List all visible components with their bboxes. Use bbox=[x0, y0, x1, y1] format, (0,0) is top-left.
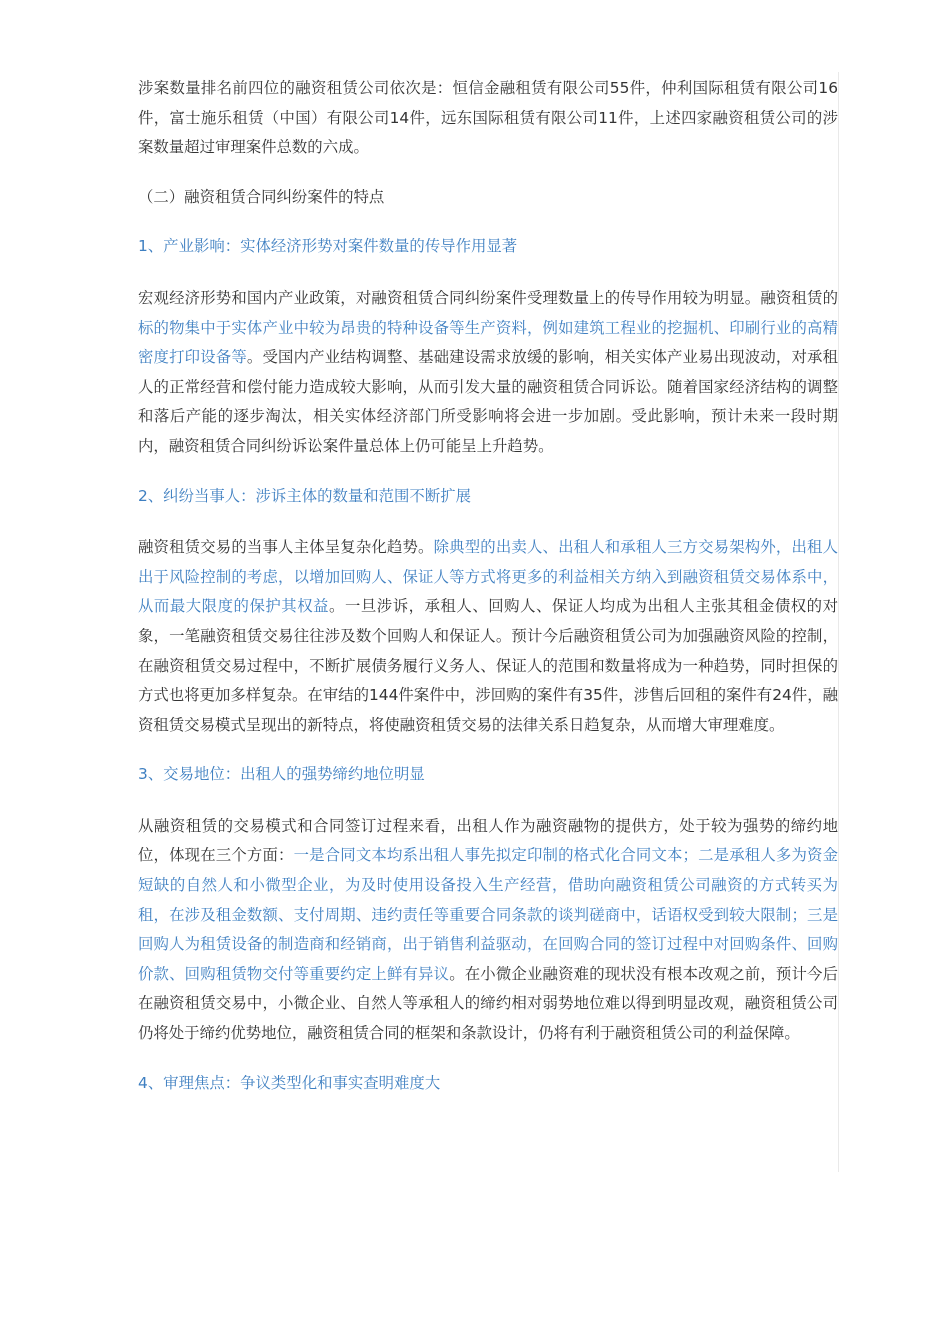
paragraph-top-companies: 涉案数量排名前四位的融资租赁公司依次是：恒信金融租赁有限公司55件，仲利国际租赁有限公司16件，富士施乐租赁（中国）有限公司14件，远东国际租赁有限公司11件，上述四家融资租赁公司的涉案数量超过审理案件总数的六成。 bbox=[138, 79, 838, 157]
text-segment: 宏观经济形势和国内产业政策，对融资租赁合同纠纷案件受理数量上的传导作用较为明显。融资租赁的 bbox=[138, 288, 838, 307]
highlighted-text: 一是合同文本均系出租人事先拟定印制的格式化合同文本；二是承租人多为资金短缺的自然人和小微型企业，为及时使用设备投入生产经营，借助向融资租赁公司融资的方式转买为租，在涉及租金数额、支付周期、违约责任等重要合同条款的谈判磋商中，话语权受到较大限制；三是回购人为租赁设备的制造商和经销商，出于销售利益驱动，在回购合同的签订过程中对回购条件、回购价款、回购租赁物交付等重要约定上鲜有异议 bbox=[138, 846, 838, 983]
highlighted-text: 除典型的出卖人、出租人和承租人三方交易架构外，出租人出于风险控制的考虑，以增加回购人、保证人等方式将更多的利益相关方纳入到融资租赁交易体系中，从而最大限度的保护其权益 bbox=[138, 538, 838, 616]
text-segment: 融资租赁交易的当事人主体呈复杂化趋势。 bbox=[138, 538, 434, 557]
right-border-line bbox=[838, 72, 839, 1172]
highlighted-text: 标的物集中于实体产业中较为昂贵的特种设备等生产资料，例如建筑工程业的挖掘机、印刷行业的高精密度打印设备等 bbox=[138, 318, 838, 367]
heading-trial-focus: 4、审理焦点：争议类型化和事实查明难度大 bbox=[138, 1073, 441, 1092]
heading-industry-impact: 1、产业影响：实体经济形势对案件数量的传导作用显著 bbox=[138, 237, 518, 256]
paragraph-transaction-position bbox=[138, 812, 838, 1049]
paragraph-dispute-parties bbox=[138, 533, 838, 740]
text-segment: 。一旦涉诉，承租人、回购人、保证人均成为出租人主张其租金债权的对象，一笔融资租赁交易往往涉及数个回购人和保证人。预计今后融资租赁公司为加强融资风险的控制，在融资租赁交易过程中，不断扩展债务履行义务人、保证人的范围和数量将成为一种趋势，同时担保的方式也将更加多样复杂。在审结的144件案件中，涉回购的案件有35件，涉售后回租的案件有24件，融资租赁交易模式呈现出的新特点，将使融资租赁交易的法律关系日趋复杂，从而增大审理难度。 bbox=[138, 597, 838, 734]
heading-dispute-parties: 2、纠纷当事人：涉诉主体的数量和范围不断扩展 bbox=[138, 486, 471, 505]
text-segment: 。在小微企业融资难的现状没有根本改观之前，预计今后在融资租赁交易中，小微企业、自然人等承租人的缔约相对弱势地位难以得到明显改观，融资租赁公司仍将处于缔约优势地位，融资租赁合同的框架和条款设计，仍将有利于融资租赁公司的利益保障。 bbox=[138, 964, 838, 1043]
text-segment: 从融资租赁的交易模式和合同签订过程来看，出租人作为融资融物的提供方，处于较为强势的缔约地位，体现在三个方面： bbox=[138, 816, 838, 865]
text-segment: 。受国内产业结构调整、基础建设需求放缓的影响，相关实体产业易出现波动，对承租人的正常经营和偿付能力造成较大影响，从而引发大量的融资租赁合同诉讼。随着国家经济结构的调整和落后产能的逐步淘汰，相关实体经济部门所受影响将会进一步加剧。受此影响，预计未来一段时期内，融资租赁合同纠纷诉讼案件量总体上仍可能呈上升趋势。 bbox=[138, 348, 838, 455]
heading-transaction-position: 3、交易地位：出租人的强势缔约地位明显 bbox=[138, 765, 425, 784]
paragraph-industry-impact bbox=[138, 284, 838, 462]
section-title-characteristics: （二）融资租赁合同纠纷案件的特点 bbox=[138, 187, 385, 206]
article-body bbox=[138, 74, 838, 1098]
